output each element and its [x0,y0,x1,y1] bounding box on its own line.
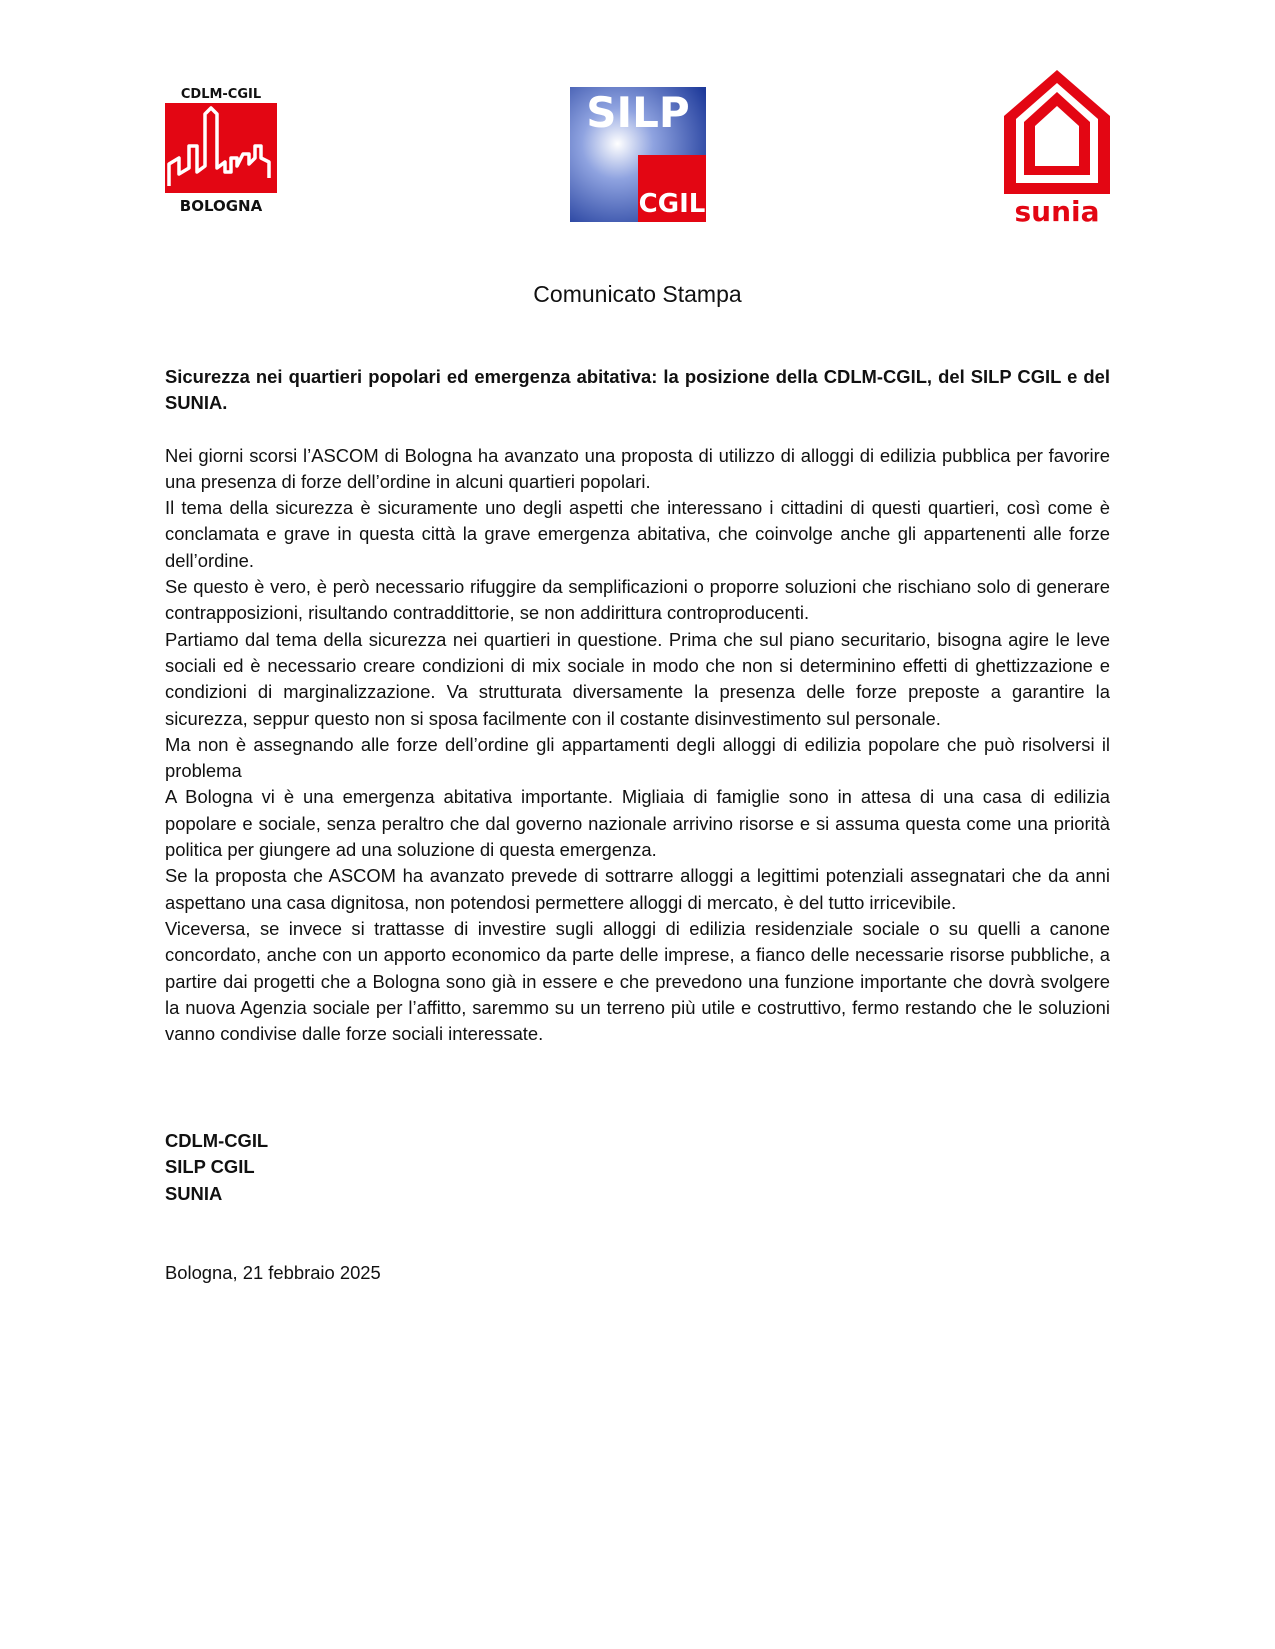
logo-header [0,0,1275,240]
date-line: Bologna, 21 febbraio 2025 [165,1262,381,1283]
document-body [165,364,1110,1047]
paragraph: Nei giorni scorsi l’ASCOM di Bologna ha avanzato una proposta di utilizzo di alloggi di edilizia pubblica per favorire una presenza di forze dell’ordine in alcuni quartieri popolari. [165,444,1110,492]
signature-silp-cgil: SILP CGIL [165,1156,255,1178]
paragraph: Il tema della sicurezza è sicuramente uno degli aspetti che interessano i cittadini di questi quartieri, così come è conclamata e grave in questa città la grave emergenza abitativa, che coinvolge anche gli appartenenti alle forze dell’ordine. [165,497,1110,571]
sunia-logo-text: sunia [1014,195,1100,223]
cdlm-cgil-logo [165,86,277,216]
paragraph: Ma non è assegnando alle forze dell’ordine gli appartamenti degli alloggi di edilizia popolare che può risolversi il problema [165,733,1110,782]
sunia-logo [1004,70,1110,223]
paragraph: A Bologna vi è una emergenza abitativa importante. Migliaia di famiglie sono in attesa di una casa di edilizia popolare e sociale, senza peraltro che dal governo nazionale arrivino risorse e si assuma questa come una priorità politica per giungere ad una soluzione di questa emergenza. [165,786,1110,861]
paragraph: Se questo è vero, è però necessario rifuggire da semplificazioni o proporre soluzioni che rischiano solo di generare contrapposizioni, risultando contraddittorie, se non addirittura controproducenti. [165,576,1110,624]
cdlm-logo-bottom-text: BOLOGNA [179,197,263,215]
silp-cgil-logo [570,87,706,222]
cdlm-cgil-logo-graphic [165,86,277,216]
signature-cdlm-cgil: CDLM-CGIL [165,1130,269,1151]
paragraph: Se la proposta che ASCOM ha avanzato prevede di sottrarre alloggi a legittimi potenziali assegnatari che da anni aspettano una casa dignitosa, non potendosi permettere alloggi di mercato, è del tutto irricevibile. [165,865,1110,913]
cdlm-logo-top-text: CDLM-CGIL [180,87,262,102]
signature-sunia: SUNIA [165,1182,223,1204]
signature-block [165,1128,268,1207]
paragraph: Partiamo dal tema della sicurezza nei quartieri in questione. Prima che sul piano securitario, bisogna agire le leve sociali ed è necessario creare condizioni di mix sociale in modo che non si determinino effetti di ghettizzazione e condizioni di marginalizzazione. Va strutturata diversamente la presenza delle forze preposte a garantire la sicurezza, seppur questo non si sposa facilmente con il costante disinvestimento sul personale. [165,628,1110,729]
document-headline: Sicurezza nei quartieri popolari ed emergenza abitativa: la posizione della CDLM-CGIL, del SILP CGIL e del SUNIA. [165,366,1110,414]
silp-logo-top-text: SILP [586,88,690,137]
paragraph: Viceversa, se invece si trattasse di investire sugli alloggi di edilizia residenziale sociale o su quelli a canone concordato, anche con un apporto economico da parte delle imprese, a fianco delle necessarie risorse pubbliche, a partire dai progetti che a Bologna sono già in essere e che prevedono una funzione importante che dovrà svolgere la nuova Agenzia sociale per l’affitto, saremmo su un terreno più utile e costruttivo, fermo restando che le soluzioni vanno condivise dalle forze sociali interessate. [165,917,1110,1045]
silp-cgil-logo-graphic [570,87,706,222]
silp-logo-bottom-text: CGIL [638,189,706,219]
sunia-logo-graphic [1004,70,1110,223]
document-title: Comunicato Stampa [533,281,742,307]
